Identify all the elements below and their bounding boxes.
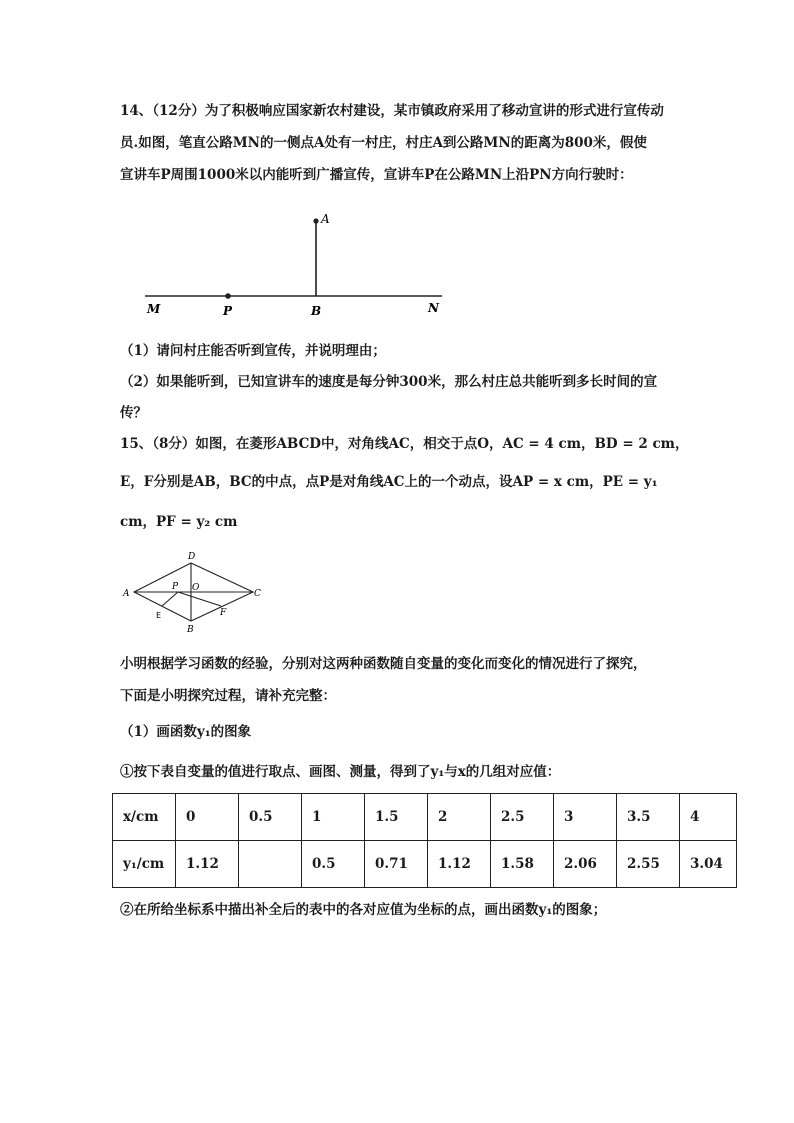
- q15-intro-line-2: 下面是小明探究过程，请补充完整：: [120, 688, 336, 704]
- table-row: [113, 794, 737, 841]
- car-P-point: [225, 293, 231, 299]
- q15-step-1: ①按下表自变量的值进行取点、画图、测量，得到了y₁与x的几组对应值：: [120, 764, 561, 780]
- table-header-cell: y₁/cm: [113, 841, 176, 888]
- label-A: A: [123, 589, 130, 599]
- table-header-cell: x/cm: [113, 794, 176, 841]
- label-P: P: [172, 582, 179, 592]
- q14-part-2-line-1: （2）如果能听到，已知宣讲车的速度是每分钟300米，那么村庄总共能听到多长时间的宣: [120, 374, 658, 390]
- label-D: D: [188, 552, 196, 562]
- segment-PE: [162, 592, 178, 606]
- table-cell: 1.58: [491, 841, 554, 888]
- table-cell: 4: [680, 794, 737, 841]
- q15-line-3: cm，PF = y₂ cm: [120, 514, 238, 530]
- label-C: C: [254, 589, 261, 599]
- table-cell: 3.04: [680, 841, 737, 888]
- label-B: B: [187, 625, 194, 635]
- q15-line-1: 15、（8分）如图，在菱形ABCD中，对角线AC，相交于点O，AC = 4 cm，BD = 2 cm，: [120, 436, 689, 452]
- segment-PF: [178, 592, 221, 606]
- label-B: B: [311, 304, 322, 318]
- q15-part-1: （1）画函数y₁的图象: [120, 724, 252, 740]
- q15-step-2: ②在所给坐标系中描出补全后的表中的各对应值为坐标的点，画出函数y₁的图象；: [120, 902, 607, 918]
- label-F: F: [220, 608, 227, 618]
- rhombus-figure: [116, 548, 276, 640]
- table-cell-blank: [239, 841, 302, 888]
- label-N: N: [428, 301, 439, 315]
- q14-line-3: 宣讲车P周围1000米以内能听到广播宣传，宣讲车P在公路MN上沿PN方向行驶时：: [120, 167, 633, 183]
- table-row: [113, 841, 737, 888]
- table-cell: 2.55: [617, 841, 680, 888]
- table-cell: 0.5: [302, 841, 365, 888]
- table-cell: 3: [554, 794, 617, 841]
- table-cell: 2.5: [491, 794, 554, 841]
- q14-line-2: 员.如图，笔直公路MN的一侧点A处有一村庄，村庄A到公路MN的距离为800米，假使: [120, 135, 647, 151]
- road-village-figure: [140, 205, 460, 325]
- village-A-point: [313, 218, 318, 223]
- value-table: [112, 793, 737, 888]
- table-cell: 1.5: [365, 794, 428, 841]
- q14-line-1: 14、（12分）为了积极响应国家新农村建设，某市镇政府采用了移动宣讲的形式进行宣传动: [120, 103, 664, 119]
- label-M: M: [147, 302, 161, 316]
- label-P: P: [223, 304, 233, 318]
- q15-line-2: E，F分别是AB，BC的中点，点P是对角线AC上的一个动点，设AP = x cm，PE = y₁: [120, 474, 658, 490]
- q15-intro-line-1: 小明根据学习函数的经验，分别对这两种函数随自变量的变化而变化的情况进行了探究，: [120, 656, 647, 672]
- table-cell: 0.5: [239, 794, 302, 841]
- label-O: O: [192, 583, 200, 593]
- table-cell: 2: [428, 794, 491, 841]
- table-cell: 1.12: [428, 841, 491, 888]
- table-cell: 0.71: [365, 841, 428, 888]
- table-cell: 1: [302, 794, 365, 841]
- table-cell: 1.12: [176, 841, 239, 888]
- q14-part-1: （1）请问村庄能否听到宣传，并说明理由；: [120, 343, 386, 359]
- q14-part-2-line-2: 传？: [120, 405, 147, 421]
- label-A: A: [321, 212, 330, 226]
- table-cell: 3.5: [617, 794, 680, 841]
- table-cell: 0: [176, 794, 239, 841]
- label-E: E: [156, 611, 162, 620]
- table-cell: 2.06: [554, 841, 617, 888]
